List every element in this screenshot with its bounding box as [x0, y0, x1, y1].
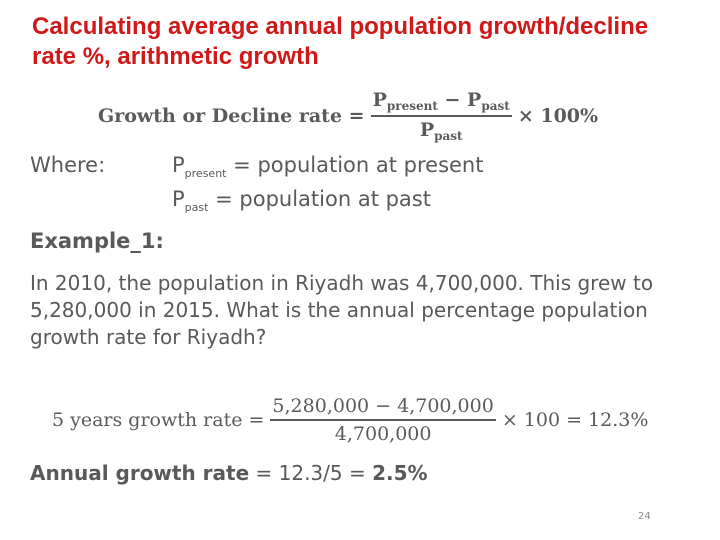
page-number: 24 [638, 511, 651, 522]
five-year-calc-formula [52, 388, 648, 452]
annual-growth-rate [30, 461, 428, 485]
annual-expr: = 12.3/5 = [249, 461, 373, 485]
formula-denominator: $P_{past}$ [419, 119, 463, 143]
annual-label: Annual growth rate [30, 461, 250, 485]
formula-numerator: $P_{present} - P_{past}$ [371, 89, 512, 117]
where-label: Where: [30, 153, 106, 177]
definition-present: $P_{present}$ = population at present [172, 153, 484, 180]
calc-denominator: 4,700,000 [334, 423, 432, 445]
calc-lhs: 5 years growth rate = [52, 409, 265, 431]
calc-rhs: × 100 = 12.3% [501, 409, 649, 431]
formula-fraction [371, 89, 512, 143]
calc-fraction [270, 395, 495, 445]
example-heading: Example_1: [30, 229, 164, 253]
formula-lhs: Growth or Decline rate = [98, 105, 365, 127]
annual-result: 2.5% [372, 461, 428, 485]
growth-rate-formula [98, 84, 598, 148]
calc-numerator: 5,280,000 − 4,700,000 [270, 395, 495, 421]
example-text: In 2010, the population in Riyadh was 4,700,000. This grew to 5,280,000 in 2015. What is the annual percentage population growth rate for Riyadh? [30, 271, 654, 349]
slide-title: Calculating average annual population growth/decline rate %, arithmetic growth [32, 13, 649, 70]
formula-rhs: × 100% [517, 105, 599, 127]
definition-past: $P_{past}$ = population at past [172, 187, 431, 214]
